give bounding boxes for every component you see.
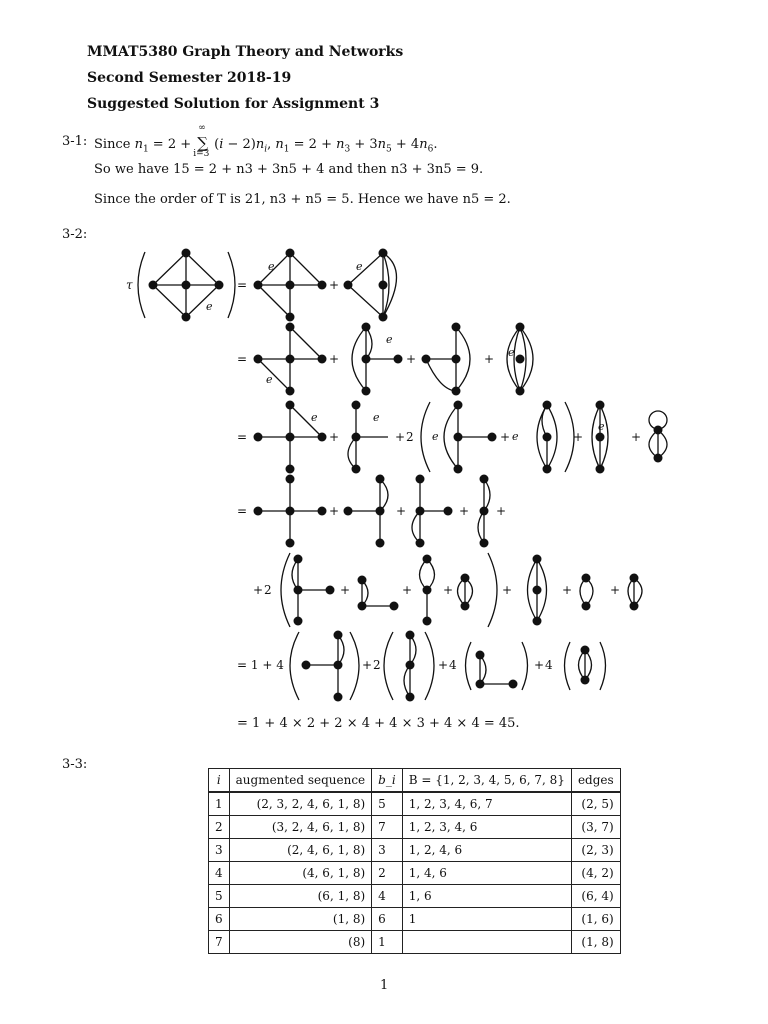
- semester-title: Second Semester 2018-19: [87, 70, 292, 86]
- cell-set: 1, 2, 3, 4, 6: [402, 816, 571, 839]
- plus-sign: +: [340, 583, 351, 597]
- cell-i: 2: [209, 816, 230, 839]
- plus-sign: +: [402, 583, 413, 597]
- plus-sign: +: [406, 352, 417, 366]
- plus-sign: +: [329, 504, 340, 518]
- table-row: [209, 908, 621, 931]
- cell-sequence: (1, 8): [229, 908, 372, 931]
- edge-label: e: [598, 420, 605, 433]
- paren-left: [466, 642, 472, 690]
- edge-label: e: [268, 260, 275, 273]
- cell-i: 6: [209, 908, 230, 931]
- page-number: 1: [380, 978, 389, 993]
- plus-sign: +: [534, 658, 545, 672]
- graph-r3c: [444, 405, 492, 469]
- plus-sign: +: [329, 430, 340, 444]
- q2-label: 3-2:: [62, 227, 88, 242]
- edge-label: e: [508, 346, 515, 359]
- paren-right: [350, 632, 359, 700]
- graph-r2c: [426, 327, 470, 391]
- edge-label: e: [512, 430, 519, 443]
- paren-left: [138, 252, 145, 318]
- plus-sign: +: [562, 583, 573, 597]
- cell-edge: (4, 2): [571, 862, 620, 885]
- sum-bottom: i=3: [193, 149, 210, 159]
- graph-r5b: [362, 580, 394, 606]
- q3-label: 3-3:: [62, 757, 88, 772]
- paren-right: [228, 252, 235, 318]
- edge-label: e: [373, 411, 380, 424]
- header-i: i: [209, 769, 230, 793]
- equals-sign: =: [237, 278, 248, 292]
- paren-left: [384, 632, 393, 700]
- cell-i: 7: [209, 931, 230, 954]
- cell-set: 1, 6: [402, 885, 571, 908]
- plus-sign: +: [253, 583, 264, 597]
- q1-since: Since: [94, 137, 131, 152]
- cell-b: 2: [372, 862, 403, 885]
- tau-symbol: τ: [126, 278, 133, 292]
- plus-sign: +: [329, 352, 340, 366]
- table-row: [209, 816, 621, 839]
- sum-operator: ∑ ∞ i=3: [193, 123, 210, 159]
- header-edges: edges: [571, 769, 620, 793]
- plus-sign: +: [396, 504, 407, 518]
- plus-sign: +: [496, 504, 507, 518]
- graph-r6c: [480, 655, 513, 684]
- table-row: [209, 931, 621, 954]
- sum-top: ∞: [198, 123, 206, 133]
- pruefer-table: [208, 768, 621, 954]
- edge-label: e: [386, 333, 393, 346]
- plus-sign: +: [362, 658, 373, 672]
- edge-label: e: [311, 411, 318, 424]
- plus-sign: +: [610, 583, 621, 597]
- cell-sequence: (3, 2, 4, 6, 1, 8): [229, 816, 372, 839]
- cell-b: 3: [372, 839, 403, 862]
- coefficient: 4: [449, 658, 457, 672]
- paren-right: [425, 632, 434, 700]
- header-set: B = {1, 2, 3, 4, 5, 6, 7, 8}: [402, 769, 571, 793]
- cell-i: 4: [209, 862, 230, 885]
- vertices: [149, 249, 663, 702]
- deletion-contraction-figure: [0, 240, 768, 740]
- plus-sign: +: [573, 430, 584, 444]
- cell-set: 1: [402, 908, 571, 931]
- plus-sign: +: [631, 430, 642, 444]
- table-row: [209, 839, 621, 862]
- coefficient: 2: [373, 658, 381, 672]
- cell-i: 5: [209, 885, 230, 908]
- cell-edge: (6, 4): [571, 885, 620, 908]
- q1-order-line: Since the order of T is 21, n3 + n5 = 5. Hence we have n5 = 2.: [94, 192, 511, 207]
- row-prefix: = 1 + 4: [237, 658, 284, 672]
- paren-left: [565, 642, 571, 690]
- edge-label: e: [432, 430, 439, 443]
- cell-i: 1: [209, 792, 230, 816]
- paren-left: [281, 553, 290, 627]
- cell-b: 5: [372, 792, 403, 816]
- cell-b: 7: [372, 816, 403, 839]
- table-row: [209, 862, 621, 885]
- cell-sequence: (6, 1, 8): [229, 885, 372, 908]
- plus-sign: +: [459, 504, 470, 518]
- q1-label: 3-1:: [62, 134, 88, 149]
- coefficient: 2: [264, 583, 272, 597]
- cell-set: 1, 2, 4, 6: [402, 839, 571, 862]
- equals-sign: =: [237, 352, 248, 366]
- q1-formula: Since $n_1 = 2$ + ∑ ∞ i=3 $(i - 2)n_i$, $n_1 = 2 + n_3 + 3n_5 + 4n_6$.: [94, 123, 438, 159]
- edge-label: e: [356, 260, 363, 273]
- cell-sequence: (4, 6, 1, 8): [229, 862, 372, 885]
- cell-edge: (2, 3): [571, 839, 620, 862]
- paren-right: [522, 642, 528, 690]
- cell-edge: (1, 6): [571, 908, 620, 931]
- assignment-title: Suggested Solution for Assignment 3: [87, 96, 380, 112]
- table-row: [209, 792, 621, 816]
- plus-sign: +: [329, 278, 340, 292]
- paren-right: [600, 642, 606, 690]
- cell-edge: (2, 5): [571, 792, 620, 816]
- cell-edge: (1, 8): [571, 931, 620, 954]
- plus-sign: +: [438, 658, 449, 672]
- coefficient: 2: [406, 430, 414, 444]
- paren-right: [488, 553, 497, 627]
- plus-sign: +: [395, 430, 406, 444]
- q2-final-result: = 1 + 4 × 2 + 2 × 4 + 4 × 3 + 4 × 4 = 45.: [237, 716, 520, 731]
- cell-sequence: (8): [229, 931, 372, 954]
- cell-set: 1, 4, 6: [402, 862, 571, 885]
- plus-sign: +: [502, 583, 513, 597]
- edge-label: e: [266, 373, 273, 386]
- course-title: MMAT5380 Graph Theory and Networks: [87, 44, 404, 60]
- cell-edge: (3, 7): [571, 816, 620, 839]
- paren-left: [290, 632, 299, 700]
- cell-i: 3: [209, 839, 230, 862]
- equals-sign: =: [237, 504, 248, 518]
- cell-b: 4: [372, 885, 403, 908]
- equals-sign: =: [237, 430, 248, 444]
- cell-sequence: (2, 3, 2, 4, 6, 1, 8): [229, 792, 372, 816]
- table-header-row: [209, 769, 621, 793]
- cell-b: 6: [372, 908, 403, 931]
- coefficient: 4: [545, 658, 553, 672]
- table-row: [209, 885, 621, 908]
- cell-set: 1, 2, 3, 4, 6, 7: [402, 792, 571, 816]
- plus-sign: +: [443, 583, 454, 597]
- cell-set: [402, 931, 571, 954]
- cell-b: 1: [372, 931, 403, 954]
- plus-sign: +: [500, 430, 511, 444]
- cell-sequence: (2, 4, 6, 1, 8): [229, 839, 372, 862]
- plus-sign: +: [484, 352, 495, 366]
- q1-so-line: So we have 15 = 2 + n3 + 3n5 + 4 and then n3 + 3n5 = 9.: [94, 162, 484, 177]
- edge-label: e: [206, 300, 213, 313]
- header-sequence: augmented sequence: [229, 769, 372, 793]
- paren-left: [421, 402, 430, 472]
- header-b: b_i: [372, 769, 403, 793]
